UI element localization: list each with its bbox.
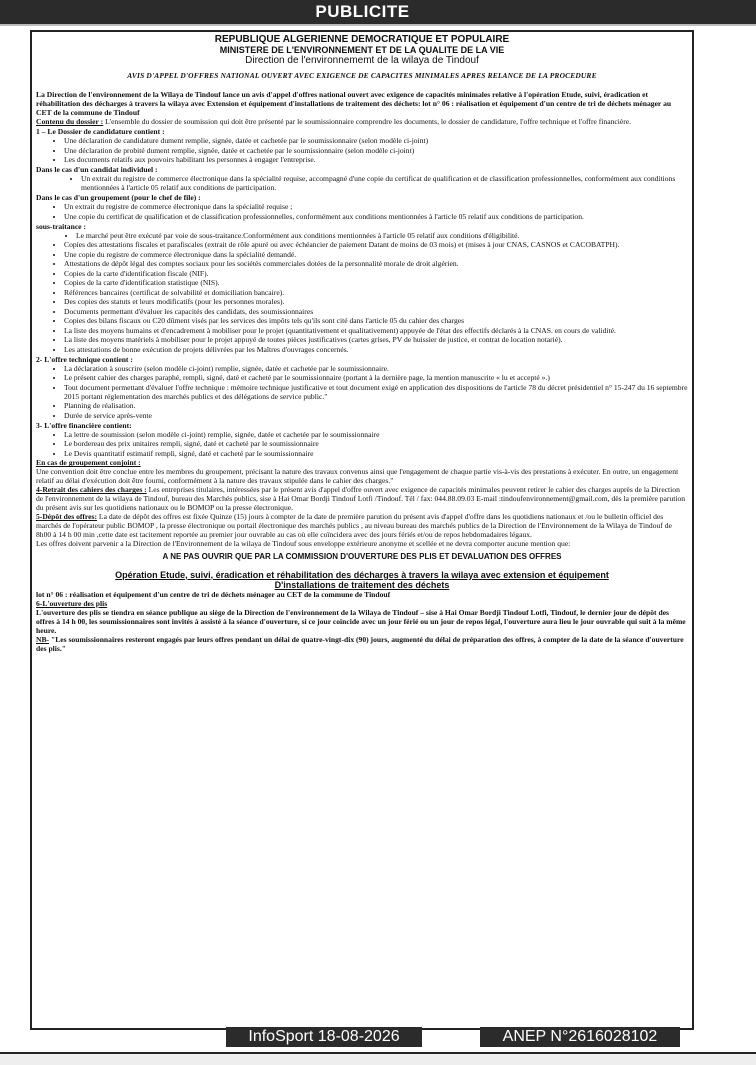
list-item: • Planning de réalisation. [64, 401, 688, 410]
list-item: • La liste des moyens matériels à mobiliser pour le projet appuyé de toutes pièces justificatives (cartes grises, PV de huissier de justice, et contrat de location notarié). [64, 335, 688, 344]
individuel-list [36, 174, 688, 192]
retrait-text: Les entreprises titulaires, intéressées par le présent avis d'appel d'offre ouvert avec exigence de capacités minimales peuvent retirer le cahier des charges auprès de la Direction de l'environnement de la wilaya de Tindouf, bureau des Marchés publics, sise à Hai Omar Bordji Tindouf Lotfi /Tindouf. Tél / fax: 044.88.09.03 E-mail :tindoufenvironnement@gmail.com, dès la première parution du présent avis sur les quotidiens nationaux ou le BOMOP ou la presse électronique. [36, 485, 686, 513]
ouverture-section [36, 599, 688, 635]
bottom-divider [0, 1052, 756, 1065]
operation-line-1: Opération Etude, suivi, éradication et réhabilitation des décharges à travers la wilaya avec extension et équipement [115, 569, 609, 580]
list-item: • Le bordereau des prix unitaires rempli, signé, daté et cacheté par le soumissionnaire [64, 439, 688, 448]
list-item: • Des copies des statuts et leurs modificatifs (pour les personnes morales). [64, 297, 688, 306]
documents-list [36, 240, 688, 354]
list-item: • Le présent cahier des charges paraphé, rempli, signé, daté et cacheté par le soumissionnaire (portant à la dernière page, la mention manuscrite « lu et accepté ».) [64, 373, 688, 382]
retrait-title: 4-Retrait des cahiers des charges : [36, 485, 147, 495]
individuel-title: Dans le cas d'un candidat individuel : [36, 165, 158, 175]
ouverture-title: 6-L'ouverture des plis [36, 598, 108, 608]
list-item: • Attestations de dépôt légal des comptes sociaux pour les sociétés commerciales dotées de la personnalité morale de droit algérien. [64, 259, 688, 268]
list-item: • Une déclaration de candidature dument remplie, signée, datée et cachetée par le soumissionnaire (selon modèle ci-joint) [64, 136, 688, 145]
soustraitance-title: sous-traitance : [36, 221, 86, 231]
groupement-text: Une convention doit être conclue entre les membres du groupement, précisant la nature des travaux convenus ainsi que l'engagement de chaque partie vis-à-vis des prestations à exécuter. En outre, un engagement relatif au délai d'exécution doit être fourni, conformément à la nature des travaux stipulée dans le cahier des charges." [36, 467, 679, 486]
depot-text-2: Les offres doivent parvenir a la Direction de l'Environnement de la wilaya de Tindouf sous enveloppe extérieure anonyme et scellée et ne devra comporter aucune mention que: [36, 539, 571, 549]
financiere-title: 3- L'offre financière contient: [36, 420, 132, 430]
list-item: • Les attestations de bonne exécution de projets délivrées par les Maîtres d'ouvrages concernés. [64, 345, 688, 354]
list-item: • Une copie du registre de commerce électronique dans la spécialité demandé. [64, 250, 688, 259]
anep-number: ANEP N°2616028102 [480, 1027, 680, 1047]
groupement-chef-title: Dans le cas d'un groupement (pour le chef de file) : [36, 193, 201, 203]
list-item: • Le marché peut être exécuté par voie de sous-traitance.Conformément aux conditions mentionnées à l'article 05 relatif aux conditions d'éligibilité. [76, 231, 688, 240]
tender-notice [36, 34, 688, 653]
contenu-title: Contenu du dossier : [36, 117, 104, 127]
banner-label: PUBLICITE [315, 2, 410, 21]
nb-text: "Les soumissionnaires resteront engagés par leurs offres pendant un délai de quatre-vingt-dix (90) jours, augmenté du délai de préparation des offres, à compter de la date de la séance d'ouverture des plis." [36, 634, 684, 653]
list-item: • Références bancaires (certificat de solvabilité et domiciliation bancaire). [64, 288, 688, 297]
groupement-section [36, 458, 688, 485]
list-item: • La lettre de soumission (selon modèle ci-joint) remplie, signée, datée et cachetée par le soumissionnaire [64, 430, 688, 439]
depot-text: La date de dépôt des offres est fixée Quinze (15) jours à compter de la date de première parution du présent avis d'appel d'offre dans les quotidiens nationaux et /ou le bulletin officiel des marchés de l'opérateur public BOMOP , la presse électronique ou portail électronique des marchés publics , au niveau bureau des marchés publics de la Direction de l'Environnement de la Wilaya de Tindouf de 8h00 à 14 h 00 min ,cette date est tacitement reportée au premier jour ouvrable au cas où elle coïncidera avec des jours fériés et/ou de repos hebdomadaires légaux. [36, 512, 672, 540]
groupement-chef-list [36, 202, 688, 221]
list-item: • La déclaration à souscrire (selon modèle ci-joint) remplie, signée, datée et cachetée par le soumissionnaire. [64, 364, 688, 373]
list-item: • Une copie du certificat de qualification et de classification professionnelles, conformément aux conditions mentionnées à l'article 05 relatif aux conditions de participation. [64, 212, 688, 221]
list-item: • Copies des attestations fiscales et parafiscales (extrait de rôle apuré ou avec échéancier de paiement Datant de moins de 03 mois) et (mises à jour CNAS, CASNOS et CACOBATPH). [64, 240, 688, 249]
retrait-section [36, 485, 688, 512]
nb-label: NB- [36, 634, 50, 644]
candidature-list [36, 136, 688, 164]
list-item: • Une déclaration de probité dument remplie, signée, datée et cachetée par le soumissionnaire (selon modèle ci-joint) [64, 146, 688, 155]
list-item: • La liste des moyens humains et d'encadrement à mobiliser pour le projet (quantitativement et qualitativement) appuyée de l'état des effectifs déclarés à la CNAS. en cours de validité. [64, 326, 688, 335]
list-item: • Copies des bilans fiscaux ou C20 dûment visés par les services des impôts tels qu'ils sont cité dans l'article 05 du cahier des charges [64, 316, 688, 325]
soustraitance-list [36, 231, 688, 240]
list-item: • Copies de la carte d'identification statistique (NIS). [64, 278, 688, 287]
list-item: • Le Devis quantitatif estimatif rempli, signé, daté et cacheté par le soumissionnaire [64, 449, 688, 458]
ouverture-text: L'ouverture des plis se tiendra en séance publique au siège de la Direction de l'environnement de la Wilaya de Tindouf – sise à Hai Omar Bordji Tindouf Lotfi, Tindouf, le dernier jour de dépôt des offres à 14 h 00, les soumissionnaires sont invités à assisté à la séance d'ouverture, si ce jour coïncide avec un jour férié ou un jour de repos légal, l'ouverture aura lieu le jour ouvrable qui suit à la même heure. [36, 607, 686, 635]
intro-paragraph: La Direction de l'environnement de la Wilaya de Tindouf lance un avis d'appel d'offres national ouvert avec exigence de capacités minimales relative à l'opération Etude, suivi, éradication et réhabilitation des décharges à travers la wilaya avec Extension et équipement d'installations de traitement des déchets: lot n° 06 : réalisation et équipement d'un centre de tri de déchets ménager au CET de la commune de Tindouf [36, 90, 672, 118]
header-republic: REPUBLIQUE ALGERIENNE DEMOCRATIQUE ET POPULAIRE [214, 34, 510, 45]
list-item: • Durée de service après-vente [64, 411, 688, 420]
list-item: • Tout document permettant d'évaluer l'offre technique : mémoire technique justificative et tout document exigé en application des dispositions de l'article 78 du décret présidentiel n° 15-247 du 16 septembre 2015 portant réglementation des marchés publics et des délégations de service public." [64, 383, 688, 401]
list-item: • Copies de la carte d'identification fiscale (NIF). [64, 269, 688, 278]
operation-title [36, 570, 688, 590]
ne-pas-ouvrir-notice: A NE PAS OUVRIR QUE PAR LA COMMISSION D'OUVERTURE DES PLIS ET DEVALUATION DES OFFRES [162, 552, 562, 562]
financiere-list [36, 430, 688, 458]
list-item: • Un extrait du registre de commerce électronique dans la spécialité requise ; [64, 202, 688, 211]
depot-title: 5-Dépôt des offres: [36, 512, 98, 522]
nb-note [36, 635, 688, 653]
publicite-banner [0, 0, 756, 26]
contenu-text: L'ensemble du dossier de soumission qui doit être présenté par le soumissionnaire comprendre les documents, le dossier de candidature, l'offre technique et l'offre financière. [103, 117, 632, 127]
candidature-title: 1 – Le Dossier de candidature contient : [36, 127, 165, 137]
technique-list [36, 364, 688, 420]
operation-lot: lot n° 06 : réalisation et équipement d'un centre de tri de déchets ménager au CET de la commune de Tindouf [36, 589, 391, 599]
contenu-paragraph [36, 117, 688, 126]
technique-title: 2- L'offre technique contient : [36, 354, 133, 364]
list-item: • Documents permettant d'évaluer les capacités des candidats, des soumissionnaires [64, 307, 688, 316]
depot-section [36, 512, 688, 539]
operation-line-2: D'installations de traitement des déchets [274, 579, 450, 590]
list-item: • Un extrait du registre de commerce électronique dans la spécialité requise, accompagné d'une copie du certificat de qualification et de classification professionnelles, conformément aux conditions mentionnées à l'article 05 relatif aux conditions de participation. [81, 174, 688, 192]
groupement-title: En cas de groupement conjoint : [36, 458, 141, 468]
notice-title: AVIS D'APPEL D'OFFRES NATIONAL OUVERT AVEC EXIGENCE DE CAPACITES MINIMALES APRES RELANCE DE LA PROCEDURE [127, 71, 597, 80]
header-ministry: MINISTERE DE L'ENVIRONNEMENT ET DE LA QUALITE DE LA VIE [219, 45, 505, 55]
document-header [36, 34, 688, 66]
header-direction: Direction de l'environnememt de la wilaya de Tindouf [245, 55, 479, 66]
publication-source: InfoSport 18-08-2026 [226, 1027, 422, 1047]
list-item: • Les documents relatifs aux pouvoirs habilitant les personnes à engager l'entreprise. [64, 155, 688, 164]
